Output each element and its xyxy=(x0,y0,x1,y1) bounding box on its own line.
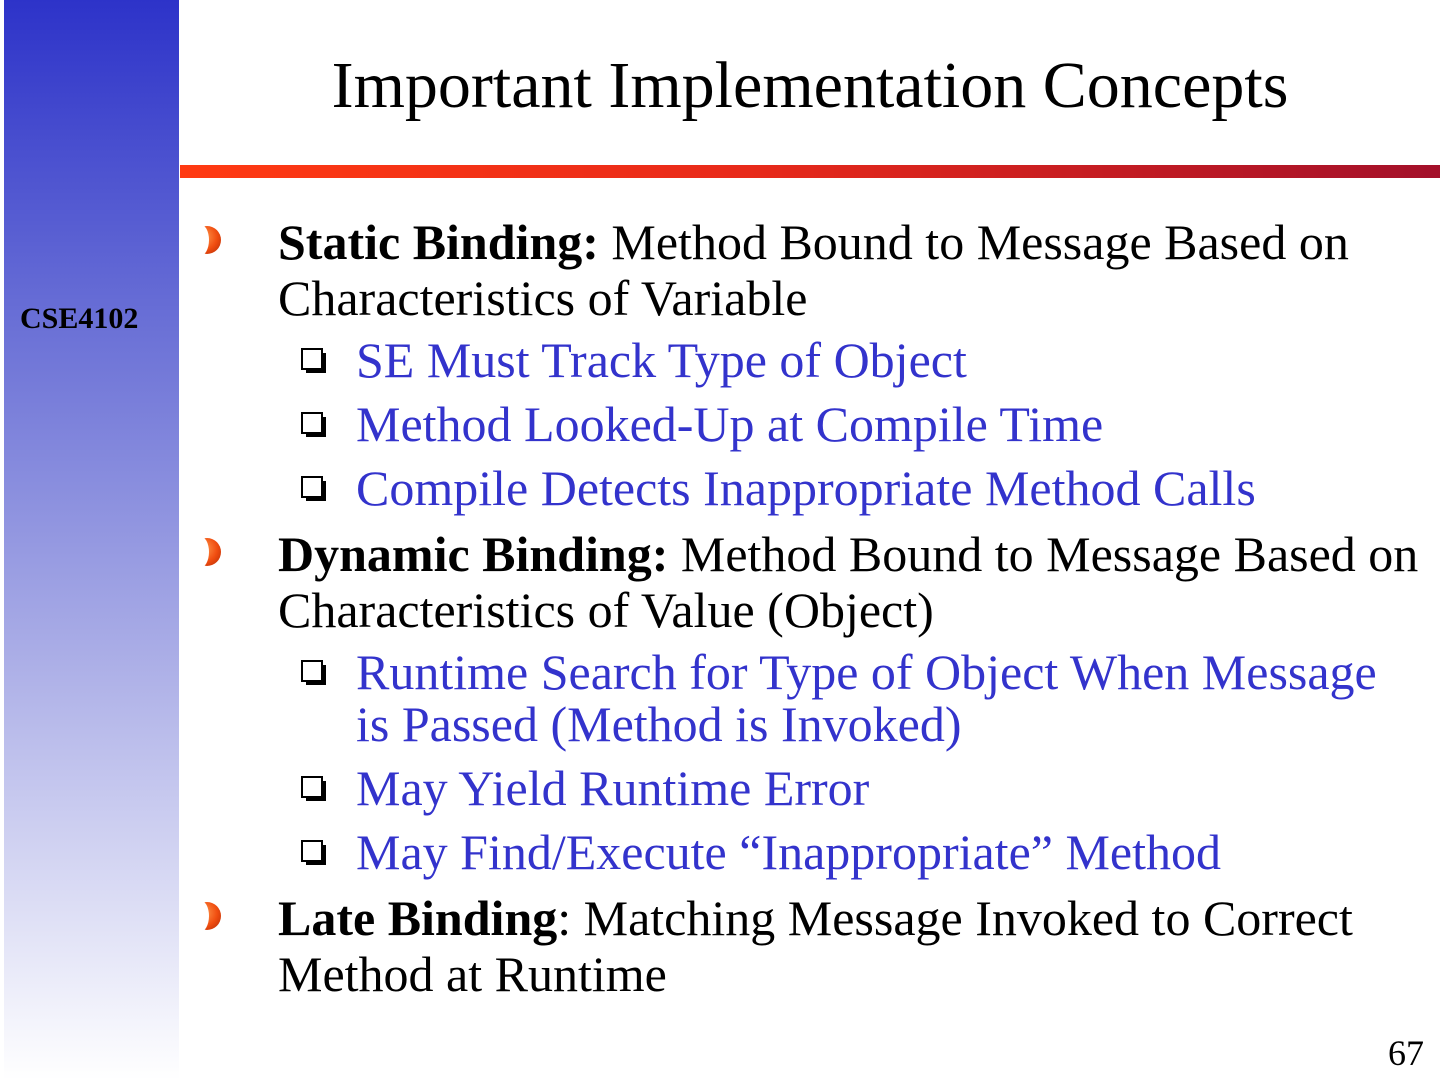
slide-title: Important Implementation Concepts xyxy=(331,49,1289,122)
orange-circle-bullet-icon xyxy=(193,896,227,936)
bullet-term: Late Binding xyxy=(278,890,558,946)
orange-circle-bullet-icon xyxy=(193,532,227,572)
sub-bullet-item xyxy=(190,462,1420,514)
sub-bullet-text: Compile Detects Inappropriate Method Calls xyxy=(356,460,1256,516)
sub-bullet-item xyxy=(190,826,1420,878)
square-bullet-icon xyxy=(301,476,323,498)
sub-bullet-item xyxy=(190,398,1420,450)
square-bullet-icon xyxy=(301,840,323,862)
title-divider xyxy=(180,165,1440,178)
square-bullet-icon xyxy=(301,660,323,682)
bullet-item xyxy=(190,214,1420,326)
bullet-text: Method Bound to Message Based on Characteristics of Variable xyxy=(278,214,1349,326)
sub-bullet-item xyxy=(190,646,1420,750)
square-bullet-icon xyxy=(301,776,323,798)
sub-bullet-text: May Find/Execute “Inappropriate” Method xyxy=(356,824,1221,880)
sub-bullet-item xyxy=(190,334,1420,386)
orange-circle-bullet-icon xyxy=(193,220,227,260)
course-label: CSE4102 xyxy=(20,302,139,335)
square-bullet-icon xyxy=(301,348,323,370)
slide-content xyxy=(190,214,1420,1010)
bullet-item xyxy=(190,890,1420,1002)
sub-bullet-text: SE Must Track Type of Object xyxy=(356,332,967,388)
sidebar-gradient xyxy=(4,0,179,1080)
bullet-term: Dynamic Binding: xyxy=(278,526,669,582)
bullet-text: Method Bound to Message Based on Characteristics of Value (Object) xyxy=(278,526,1419,638)
sub-bullet-item xyxy=(190,762,1420,814)
sub-bullet-text: Runtime Search for Type of Object When Message is Passed (Method is Invoked) xyxy=(356,644,1377,752)
square-bullet-icon xyxy=(301,412,323,434)
bullet-term: Static Binding: xyxy=(278,214,599,270)
bullet-text: : Matching Message Invoked to Correct Method at Runtime xyxy=(278,890,1353,1002)
sub-bullet-text: May Yield Runtime Error xyxy=(356,760,870,816)
page-number: 67 xyxy=(1388,1033,1424,1073)
bullet-item xyxy=(190,526,1420,638)
sub-bullet-text: Method Looked-Up at Compile Time xyxy=(356,396,1104,452)
